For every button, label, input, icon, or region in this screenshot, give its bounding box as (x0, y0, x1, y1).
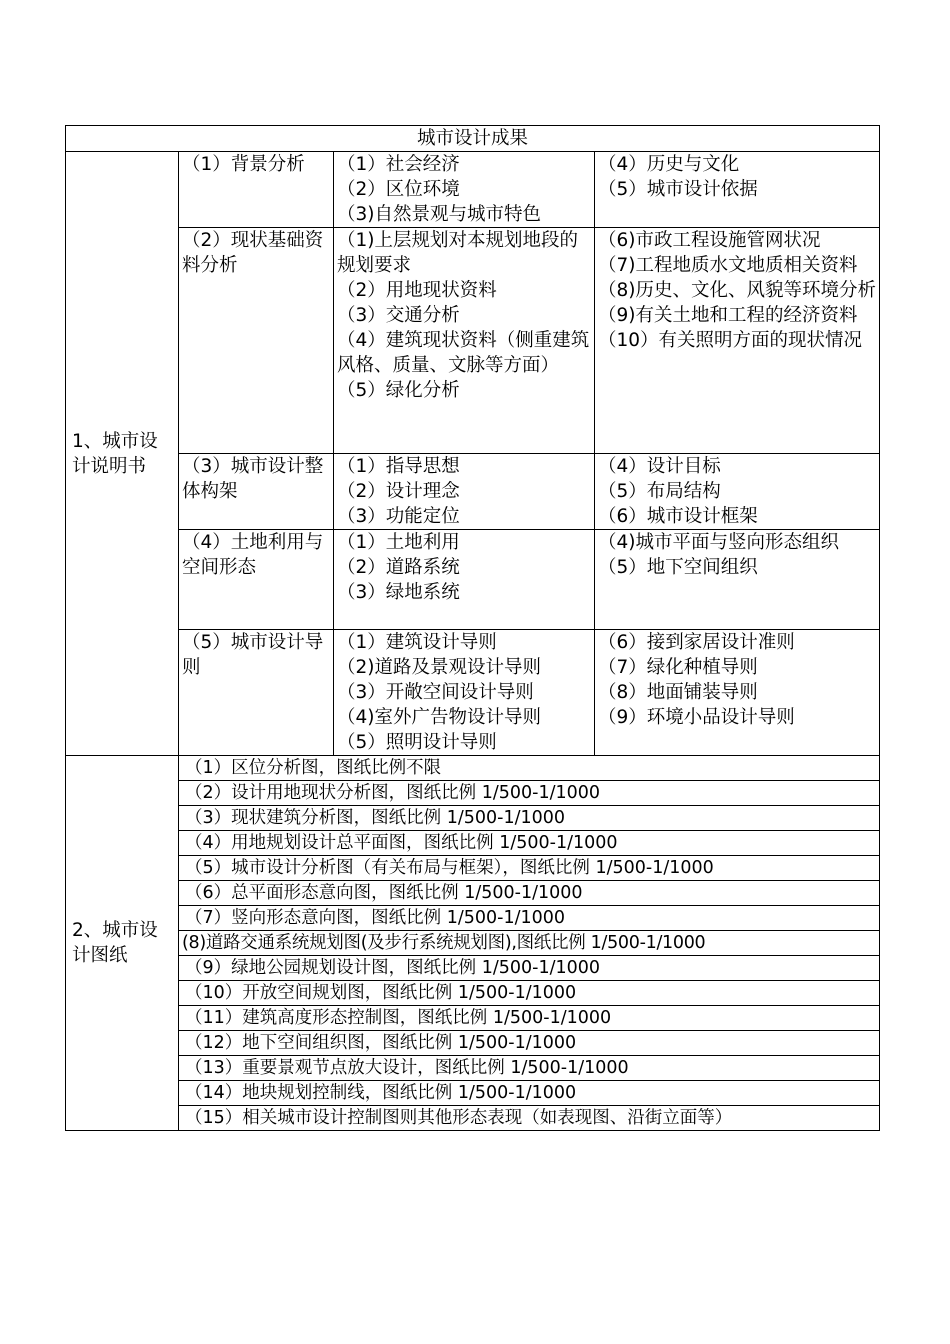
list-item: （5）布局结构 (598, 481, 721, 502)
items-cell-b (595, 630, 880, 756)
drawing-item: （1）区位分析图，图纸比例不限 (179, 756, 880, 781)
drawing-item: （12）地下空间组织图，图纸比例 1/500-1/1000 (179, 1031, 880, 1056)
list-item: （2）用地现状资料 (337, 280, 497, 301)
list-item: （8)历史、文化、风貌等环境分析 (598, 280, 876, 301)
list-item: （7)工程地质水文地质相关资料 (598, 255, 858, 276)
drawing-item: （11）建筑高度形态控制图，图纸比例 1/500-1/1000 (179, 1006, 880, 1031)
list-item: （9)有关土地和工程的经济资料 (598, 305, 858, 326)
list-item: （1)上层规划对本规划地段的规划要求 (337, 230, 578, 276)
list-item: （5）地下空间组织 (598, 557, 758, 578)
list-item: （7）绿化种植导则 (598, 657, 758, 678)
topic-cell: （3）城市设计整体构架 (179, 454, 334, 530)
items-cell-a (334, 152, 595, 228)
section-label-manual: 1、城市设计说明书 (66, 152, 179, 756)
drawing-item: （3）现状建筑分析图，图纸比例 1/500-1/1000 (179, 806, 880, 831)
list-item: （4)室外广告物设计导则 (337, 707, 541, 728)
list-item: （6)市政工程设施管网状况 (598, 230, 821, 251)
drawing-item: （13）重要景观节点放大设计，图纸比例 1/500-1/1000 (179, 1056, 880, 1081)
list-item: （3）功能定位 (337, 506, 460, 527)
items-cell-a (334, 228, 595, 454)
list-item: （6）城市设计框架 (598, 506, 758, 527)
topic-cell: （5）城市设计导则 (179, 630, 334, 756)
drawing-item: （9）绿地公园规划设计图，图纸比例 1/500-1/1000 (179, 956, 880, 981)
list-item: （1）建筑设计导则 (337, 632, 497, 653)
list-item: （4）建筑现状资料（侧重建筑风格、质量、文脉等方面） (337, 330, 590, 376)
topic-cell: （2）现状基础资料分析 (179, 228, 334, 454)
list-item: （5）绿化分析 (337, 380, 460, 401)
list-item: （5）城市设计依据 (598, 179, 758, 200)
items-cell-a (334, 530, 595, 630)
list-item: （8）地面铺装导则 (598, 682, 758, 703)
drawing-item: （15）相关城市设计控制图则其他形态表现（如表现图、沿街立面等） (179, 1106, 880, 1131)
drawing-item: （5）城市设计分析图（有关布局与框架），图纸比例 1/500-1/1000 (179, 856, 880, 881)
list-item: （4）历史与文化 (598, 154, 740, 175)
city-design-results-table (65, 125, 880, 1131)
list-item: （3)自然景观与城市特色 (337, 204, 541, 225)
drawing-item: （7）竖向形态意向图，图纸比例 1/500-1/1000 (179, 906, 880, 931)
items-cell-b (595, 530, 880, 630)
topic-cell: （1）背景分析 (179, 152, 334, 228)
topic-cell: （4）土地利用与空间形态 (179, 530, 334, 630)
list-item: （3）绿地系统 (337, 582, 460, 603)
list-item: （9）环境小品设计导则 (598, 707, 795, 728)
list-item: （1）指导思想 (337, 456, 460, 477)
list-item: （10）有关照明方面的现状情况 (598, 330, 863, 351)
drawing-item: (8)道路交通系统规划图(及步行系统规划图),图纸比例 1/500-1/1000 (179, 931, 880, 956)
section-label-drawings: 2、城市设计图纸 (66, 756, 179, 1131)
list-item: （3）开敞空间设计导则 (337, 682, 534, 703)
list-item: （2）设计理念 (337, 481, 460, 502)
items-cell-b (595, 454, 880, 530)
list-item: （6）接到家居设计准则 (598, 632, 795, 653)
list-item: （1）土地利用 (337, 532, 460, 553)
list-item: （1）社会经济 (337, 154, 460, 175)
table-title: 城市设计成果 (66, 126, 880, 152)
list-item: （4)城市平面与竖向形态组织 (598, 532, 839, 553)
list-item: （3）交通分析 (337, 305, 460, 326)
items-cell-b (595, 228, 880, 454)
list-item: （5）照明设计导则 (337, 732, 497, 753)
items-cell-a (334, 454, 595, 530)
list-item: （2)道路及景观设计导则 (337, 657, 541, 678)
list-item: （2）区位环境 (337, 179, 460, 200)
list-item: （4）设计目标 (598, 456, 721, 477)
drawing-item: （10）开放空间规划图，图纸比例 1/500-1/1000 (179, 981, 880, 1006)
drawing-item: （14）地块规划控制线，图纸比例 1/500-1/1000 (179, 1081, 880, 1106)
drawing-item: （2）设计用地现状分析图，图纸比例 1/500-1/1000 (179, 781, 880, 806)
items-cell-b (595, 152, 880, 228)
items-cell-a (334, 630, 595, 756)
drawing-item: （4）用地规划设计总平面图，图纸比例 1/500-1/1000 (179, 831, 880, 856)
list-item: （2）道路系统 (337, 557, 460, 578)
drawing-item: （6）总平面形态意向图，图纸比例 1/500-1/1000 (179, 881, 880, 906)
